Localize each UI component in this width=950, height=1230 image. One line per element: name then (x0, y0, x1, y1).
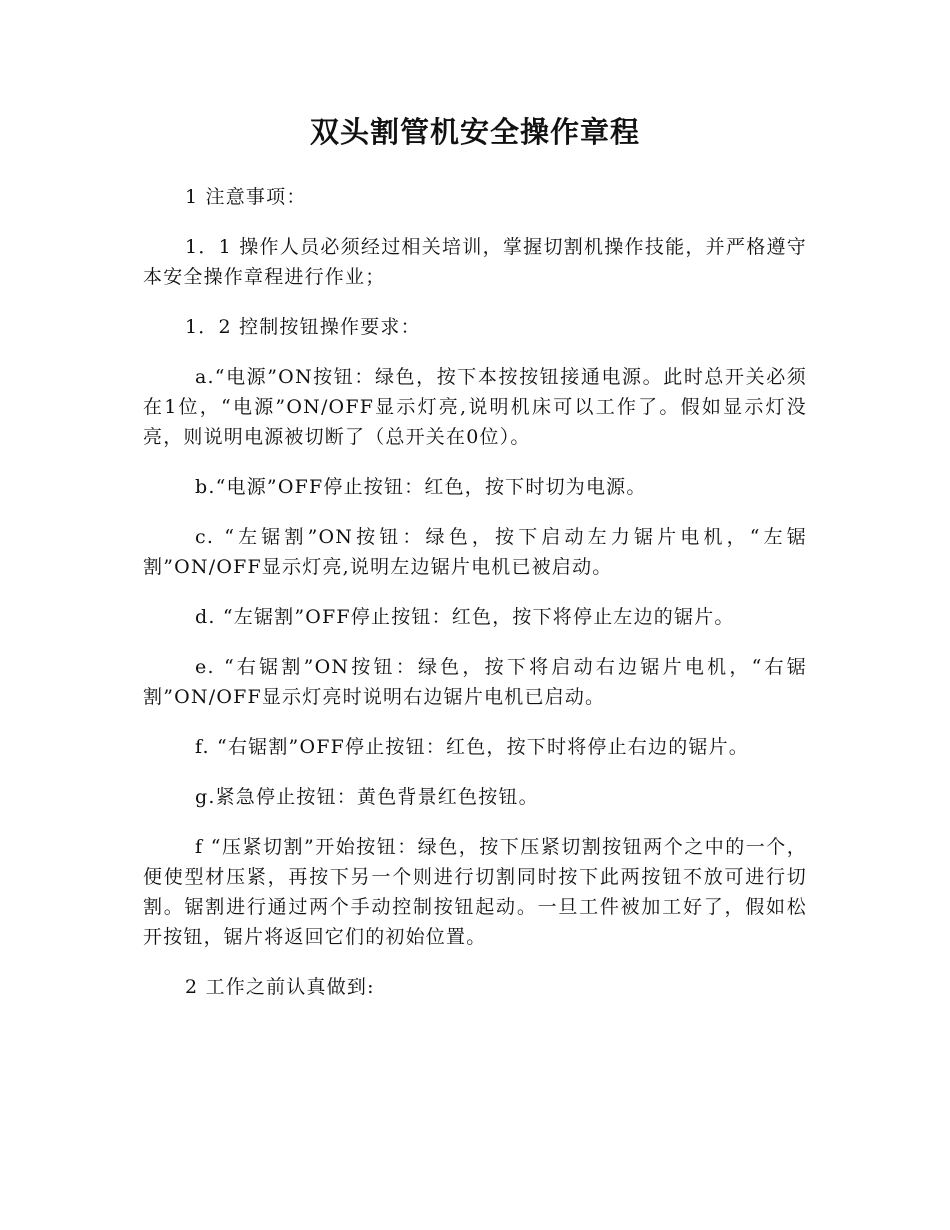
list-item-a: a.“电源”ON按钮：绿色，按下本按按钮接通电源。此时总开关必须在1位，“电源”ON/OFF显示灯亮,说明机床可以工作了。假如显示灯没亮，则说明电源被切断了（总开关在0位）。 (143, 366, 807, 448)
list-item-e: e. “右锯割”ON按钮：绿色，按下将启动右边锯片电机，“右锯割”ON/OFF显示灯亮时说明右边锯片电机已启动。 (143, 656, 807, 708)
paragraph-1-1: 1．1 操作人员必须经过相关培训，掌握切割机操作技能，并严格遵守本安全操作章程进行作业； (143, 236, 807, 288)
list-item-f: f. “右锯割”OFF停止按钮：红色，按下时将停止右边的锯片。 (195, 736, 750, 758)
list-item-g: g.紧急停止按钮：黄色背景红色按钮。 (195, 786, 539, 808)
list-item-f2: f “压紧切割”开始按钮：绿色，按下压紧切割按钮两个之中的一个，便使型材压紧，再按下另一个则进行切割同时按下此两按钮不放可进行切割。锯割进行通过两个手动控制按钮起动。一旦工件被加工好了，假如松开按钮，锯片将返回它们的初始位置。 (143, 836, 807, 948)
list-item-c: c. “左锯割”ON按钮：绿色，按下启动左力锯片电机，“左锯割”ON/OFF显示灯亮,说明左边锯片电机已被启动。 (143, 526, 807, 578)
paragraph-1-2: 1．2 控制按钮操作要求： (185, 316, 421, 338)
list-item-d: d. “左锯割”OFF停止按钮：红色，按下将停止左边的锯片。 (195, 606, 735, 628)
section-heading-1: 1 注意事项： (185, 186, 307, 208)
list-item-b: b.“电源”OFF停止按钮：红色，按下时切为电源。 (195, 476, 647, 498)
document-title: 双头割管机安全操作章程 (309, 115, 640, 149)
section-heading-2: 2 工作之前认真做到: (185, 976, 375, 998)
